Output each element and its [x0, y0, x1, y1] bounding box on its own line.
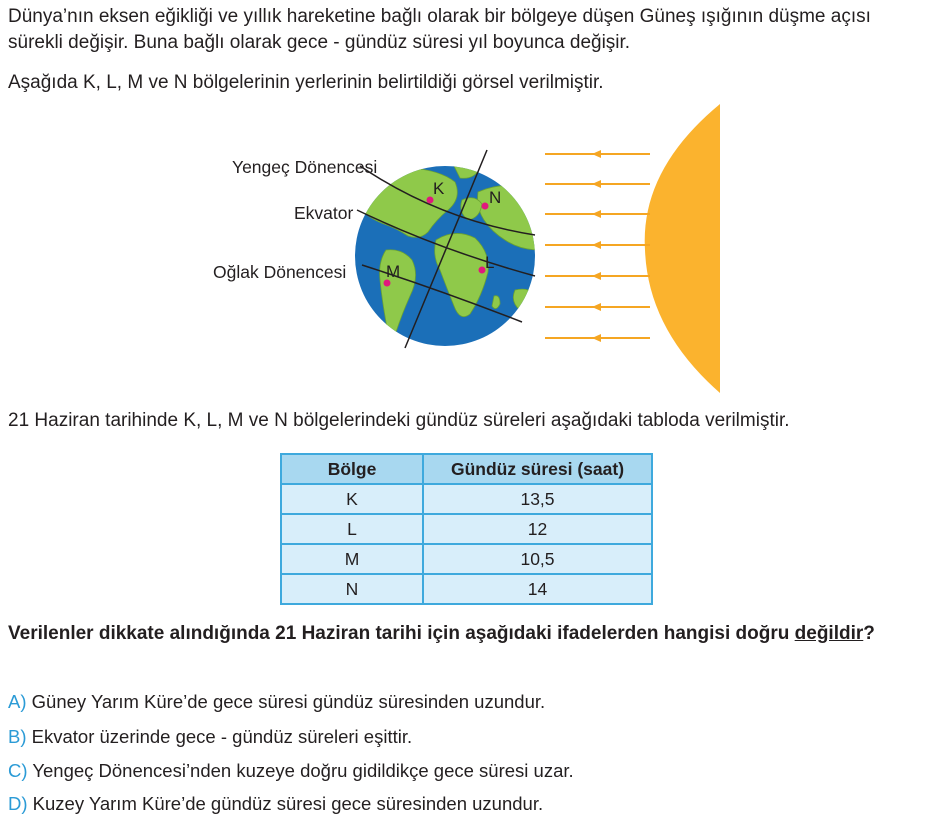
table-cell: 12	[423, 514, 652, 544]
daylight-table	[280, 453, 653, 605]
option-c[interactable]	[8, 759, 574, 783]
question-emphasis: değildir	[794, 623, 864, 644]
table-row	[281, 544, 652, 574]
sun-rays	[545, 150, 650, 342]
table-cell: K	[281, 484, 423, 514]
ray-arrowhead	[592, 241, 601, 249]
option-text: Güney Yarım Küre’de gece süresi gündüz süresinden uzundur.	[31, 691, 546, 712]
figure-intro: Aşağıda K, L, M ve N bölgelerinin yerlerinin belirtildiği görsel verilmiştir.	[8, 72, 604, 93]
ray-arrowhead	[592, 150, 601, 158]
table-row	[281, 484, 652, 514]
ray-arrowhead	[592, 334, 601, 342]
option-letter: B)	[8, 726, 27, 747]
point-m-label: M	[386, 262, 401, 281]
option-d[interactable]	[8, 792, 543, 816]
tropic-of-capricorn-label: Oğlak Dönencesi	[213, 262, 347, 282]
globe	[355, 150, 540, 348]
option-letter: C)	[8, 760, 28, 781]
table-intro: 21 Haziran tarihinde K, L, M ve N bölgelerindeki gündüz süreleri aşağıdaki tabloda verilmiştir.	[8, 410, 790, 431]
option-text: Yengeç Dönencesi’nden kuzeye doğru gidildikçe gece süresi uzar.	[32, 760, 574, 781]
table-cell: L	[281, 514, 423, 544]
table-cell: N	[281, 574, 423, 604]
sun-shape	[645, 104, 720, 393]
question-end: ?	[863, 623, 875, 644]
table-header-row	[281, 454, 652, 484]
table-cell: M	[281, 544, 423, 574]
option-a[interactable]	[8, 690, 545, 714]
option-letter: D)	[8, 793, 28, 814]
option-text: Kuzey Yarım Küre’de gündüz süresi gece süresinden uzundur.	[32, 793, 544, 814]
table-row	[281, 574, 652, 604]
ray-arrowhead	[592, 180, 601, 188]
option-b[interactable]	[8, 725, 412, 749]
table-cell: 10,5	[423, 544, 652, 574]
table-row	[281, 514, 652, 544]
point-k-label: K	[433, 179, 445, 198]
equator-label: Ekvator	[294, 203, 354, 223]
ray-arrowhead	[592, 303, 601, 311]
tropic-of-cancer-label: Yengeç Dönencesi	[232, 157, 378, 177]
table-cell: 14	[423, 574, 652, 604]
option-text: Ekvator üzerinde gece - gündüz süreleri eşittir.	[31, 726, 413, 747]
column-header: Gündüz süresi (saat)	[423, 454, 652, 484]
point-n-label: N	[489, 188, 502, 207]
point-l-label: L	[485, 253, 495, 272]
point-n-marker	[482, 203, 489, 210]
ray-arrowhead	[592, 272, 601, 280]
question-text: Verilenler dikkate alındığında 21 Haziran tarihi için aşağıdaki ifadelerden hangisi doğru	[8, 623, 795, 644]
intro-paragraph: Dünya’nın eksen eğikliği ve yıllık hareketine bağlı olarak bir bölgeye düşen Güneş ışığının düşme açısı sürekli değişir. Buna bağlı olarak gece - gündüz süresi yıl boyunca değişir.	[8, 6, 871, 53]
ray-arrowhead	[592, 210, 601, 218]
australia-land	[513, 289, 540, 311]
question-stem	[8, 620, 923, 647]
option-letter: A)	[8, 691, 27, 712]
earth-sun-figure	[0, 100, 931, 400]
table-cell: 13,5	[423, 484, 652, 514]
column-header: Bölge	[281, 454, 423, 484]
